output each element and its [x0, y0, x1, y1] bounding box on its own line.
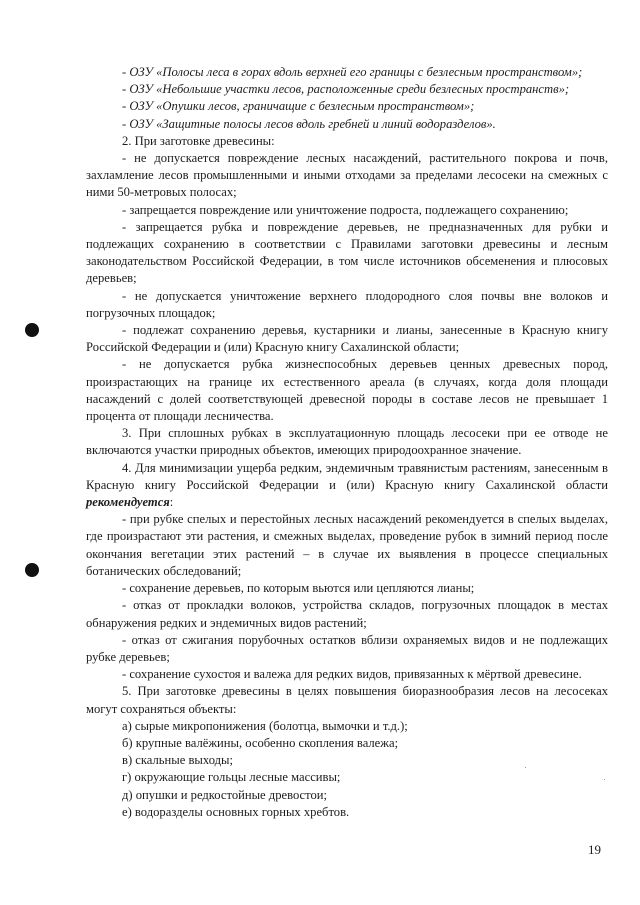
- paragraph: - ОЗУ «Опушки лесов, граничащие с безлесным пространством»;: [122, 99, 475, 114]
- paragraph: [86, 460, 608, 512]
- paragraph: - не допускается повреждение лесных насаждений, растительного покрова и почв, захламление лесов промышленными и иными отходами за пределами лесосеки на смежных с ними 50-метровых полосах;: [86, 151, 608, 200]
- list-item: б) крупные валёжины, особенно скопления валежа;: [122, 735, 399, 750]
- paragraph-text: :: [169, 495, 174, 510]
- paragraph: 5. При заготовке древесины в целях повышения биоразнообразия лесов на лесосеках могут сохраняться объекты:: [86, 684, 608, 716]
- paragraph: 2. При заготовке древесины:: [122, 133, 275, 148]
- list-item: е) водоразделы основных горных хребтов.: [122, 804, 350, 819]
- list-item: д) опушки и редкостойные древостои;: [122, 787, 328, 802]
- paragraph: - подлежат сохранению деревья, кустарники и лианы, занесенные в Красную книгу Российской Федерации и (или) Красную книгу Сахалинской области;: [86, 323, 608, 355]
- page-number: 19: [588, 842, 601, 857]
- paragraph: - отказ от прокладки волоков, устройства складов, погрузочных площадок в местах обнаружения редких и эндемичных видов растений;: [86, 598, 608, 630]
- paragraph: - сохранение деревьев, по которым вьются или цепляются лианы;: [122, 581, 475, 596]
- paragraph: - не допускается рубка жизнеспособных деревьев ценных древесных пород, произрастающих на границе их естественного ареала (в случаях, когда доля площади насаждений с долей соответствующей древесной породы в составе лесов не превышает 1 процента от площади лесничества.: [86, 357, 608, 424]
- paragraph: - запрещается повреждение или уничтожение подроста, подлежащего сохранению;: [122, 202, 569, 217]
- document-body: [86, 64, 608, 821]
- list-item: в) скальные выходы;: [122, 753, 234, 768]
- paragraph-text: 4. Для минимизации ущерба редким, эндемичным травянистым растениям, занесенным в Красную книгу Российской Федерации и (или) Красную книгу Сахалинской области: [86, 460, 608, 492]
- binder-hole-icon: [25, 323, 39, 337]
- paragraph: 3. При сплошных рубках в эксплуатационную площадь лесосеки при ее отводе не включаются участки природных объектов, имеющих природоохранное значение.: [86, 426, 608, 458]
- paragraph: - отказ от сжигания порубочных остатков вблизи охраняемых видов и не подлежащих рубке деревьев;: [86, 632, 608, 664]
- list-item: г) окружающие гольцы лесные массивы;: [122, 770, 341, 785]
- paragraph: - запрещается рубка и повреждение деревьев, не предназначенных для рубки и подлежащих сохранению в соответствии с Правилами заготовки древесины и лесным законодательством Российской Федерации, в том числе источников обсеменения и плюсовых деревьев;: [86, 219, 608, 286]
- emphasis-text: рекомендуется: [86, 495, 170, 510]
- paragraph: - сохранение сухостоя и валежа для редких видов, привязанных к мёртвой древесине.: [122, 667, 582, 682]
- paragraph: - при рубке спелых и перестойных лесных насаждений рекомендуется в спелых выделах, где произрастают эти растения, и смежных выделах, проведение рубок в зимний период после окончания вегетации этих растений – в случае их выявления в процессе специальных ботанических обследований;: [86, 512, 608, 578]
- paragraph: - не допускается уничтожение верхнего плодородного слоя почвы вне волоков и погрузочных площадок;: [86, 288, 608, 320]
- paragraph: - ОЗУ «Защитные полосы лесов вдоль гребней и линий водоразделов».: [122, 116, 496, 131]
- paragraph: - ОЗУ «Небольшие участки лесов, расположенные среди безлесных пространств»;: [122, 82, 570, 97]
- paragraph: - ОЗУ «Полосы леса в горах вдоль верхней его границы с безлесным пространством»;: [122, 65, 583, 79]
- list-item: а) сырые микропонижения (болотца, вымочки и т.д.);: [122, 718, 408, 733]
- binder-hole-icon: [25, 563, 39, 577]
